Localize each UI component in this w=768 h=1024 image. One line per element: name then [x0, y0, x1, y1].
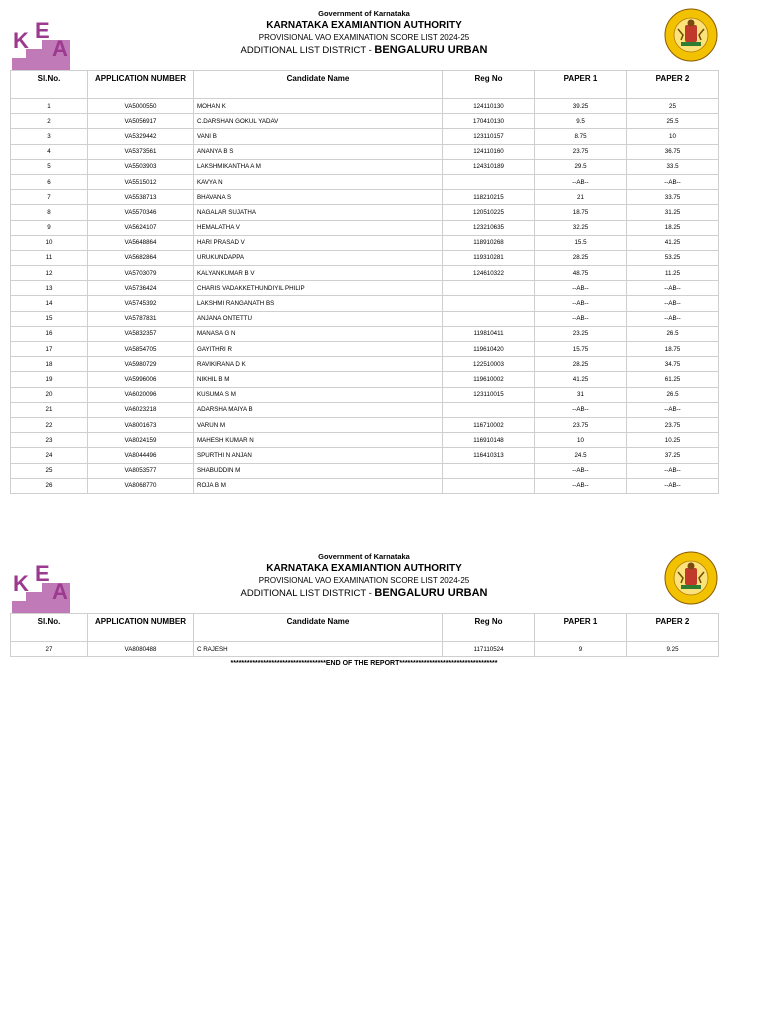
report-page-1: [10, 8, 718, 494]
col-slno-cell: 9: [11, 220, 88, 235]
col-candidate-name-cell: BHAVANA S: [194, 190, 443, 205]
col-application-number-cell: VA6020096: [88, 387, 194, 402]
col-slno-cell: 4: [11, 144, 88, 159]
col-paper-2-cell: 11.25: [627, 266, 719, 281]
col-slno-cell: 6: [11, 174, 88, 189]
col-slno-cell: 18: [11, 357, 88, 372]
table-row: [11, 417, 719, 432]
col-candidate-name-cell: VANI B: [194, 129, 443, 144]
col-reg-no-cell: 118910268: [443, 235, 535, 250]
table-row: [11, 372, 719, 387]
table-row: [11, 326, 719, 341]
col-paper-2-cell: 25: [627, 99, 719, 114]
col-paper-1-cell: 9.5: [535, 114, 627, 129]
col-reg-no-cell: 124610322: [443, 266, 535, 281]
col-paper-2-cell: 18.25: [627, 220, 719, 235]
col-paper-2-cell: 33.5: [627, 159, 719, 174]
col-application-number-cell: VA5980729: [88, 357, 194, 372]
col-candidate-name-cell: ANJANA ONTETTU: [194, 311, 443, 326]
col-candidate-name-cell: GAYITHRI R: [194, 342, 443, 357]
col-candidate-name-header: Candidate Name: [194, 71, 443, 99]
col-candidate-name-cell: SHABUDDIN M: [194, 463, 443, 478]
col-paper-1-cell: --AB--: [535, 281, 627, 296]
district-name: BENGALURU URBAN: [374, 43, 488, 56]
col-application-number-cell: VA8080488: [88, 642, 194, 657]
col-paper-1-cell: --AB--: [535, 311, 627, 326]
kea-letter-k: K: [13, 571, 29, 596]
col-slno-cell: 14: [11, 296, 88, 311]
table-row: [11, 250, 719, 265]
table-row: [11, 266, 719, 281]
col-reg-no-cell: [443, 478, 535, 493]
col-slno-cell: 2: [11, 114, 88, 129]
table-row: [11, 281, 719, 296]
col-paper-1-cell: --AB--: [535, 296, 627, 311]
table-row: [11, 159, 719, 174]
col-paper-2-cell: --AB--: [627, 174, 719, 189]
col-reg-no-cell: 123110157: [443, 129, 535, 144]
header-titles: [10, 551, 718, 599]
col-reg-no-cell: 124110160: [443, 144, 535, 159]
col-slno-cell: 22: [11, 417, 88, 432]
table-row: [11, 220, 719, 235]
col-slno-cell: 27: [11, 642, 88, 657]
col-paper-2-cell: 18.75: [627, 342, 719, 357]
col-paper-1-cell: --AB--: [535, 402, 627, 417]
table-header-row: [11, 614, 719, 642]
col-candidate-name-cell: MAHESH KUMAR N: [194, 433, 443, 448]
col-paper-1-cell: 48.75: [535, 266, 627, 281]
col-slno-cell: 24: [11, 448, 88, 463]
col-application-number-cell: VA5787831: [88, 311, 194, 326]
col-paper-1-cell: 15.75: [535, 342, 627, 357]
col-paper-2-cell: 10.25: [627, 433, 719, 448]
table-row: [11, 190, 719, 205]
table-row: [11, 342, 719, 357]
col-application-number-cell: VA5373561: [88, 144, 194, 159]
list-title: PROVISIONAL VAO EXAMINATION SCORE LIST 2024-25: [258, 575, 470, 585]
col-candidate-name-cell: ANANYA B S: [194, 144, 443, 159]
karnataka-seal-icon: [664, 551, 718, 605]
col-candidate-name-cell: LAKSHMIKANTHA A M: [194, 159, 443, 174]
col-slno-cell: 20: [11, 387, 88, 402]
col-paper-1-cell: 23.75: [535, 144, 627, 159]
col-reg-no-cell: [443, 174, 535, 189]
col-reg-no-cell: 119310281: [443, 250, 535, 265]
col-paper-1-header: PAPER 1: [535, 614, 627, 642]
col-paper-2-cell: 61.25: [627, 372, 719, 387]
col-paper-1-cell: 28.25: [535, 250, 627, 265]
col-candidate-name-cell: MANASA G N: [194, 326, 443, 341]
kea-letter-e: E: [35, 561, 50, 586]
col-paper-2-cell: 53.25: [627, 250, 719, 265]
col-reg-no-cell: 116910148: [443, 433, 535, 448]
district-prefix: ADDITIONAL LIST DISTRICT -: [240, 587, 375, 599]
col-paper-2-cell: 41.25: [627, 235, 719, 250]
col-paper-1-cell: 29.5: [535, 159, 627, 174]
table-row: [11, 402, 719, 417]
col-slno-cell: 12: [11, 266, 88, 281]
authority-title: KARNATAKA EXAMIANTION AUTHORITY: [266, 19, 462, 31]
table-row: [11, 129, 719, 144]
col-paper-2-cell: --AB--: [627, 463, 719, 478]
col-paper-2-cell: --AB--: [627, 311, 719, 326]
col-reg-no-cell: 119810411: [443, 326, 535, 341]
col-slno-cell: 15: [11, 311, 88, 326]
col-paper-2-cell: 9.25: [627, 642, 719, 657]
end-of-report: ***********************************END OF THE REPORT************************************: [230, 660, 498, 668]
table-row: [11, 387, 719, 402]
col-paper-2-cell: 34.75: [627, 357, 719, 372]
col-paper-2-cell: 26.5: [627, 326, 719, 341]
col-reg-no-cell: 119610002: [443, 372, 535, 387]
col-reg-no-cell: 117110524: [443, 642, 535, 657]
col-reg-no-header: Reg No: [443, 614, 535, 642]
col-application-number-cell: VA5570346: [88, 205, 194, 220]
kea-letter-k: K: [13, 28, 29, 53]
col-application-number-cell: VA8001673: [88, 417, 194, 432]
col-candidate-name-cell: KAVYA N: [194, 174, 443, 189]
col-reg-no-cell: [443, 463, 535, 478]
col-candidate-name-cell: ADARSHA MAIYA B: [194, 402, 443, 417]
col-slno-header: Sl.No.: [11, 71, 88, 99]
col-reg-no-cell: [443, 296, 535, 311]
col-reg-no-cell: 119610420: [443, 342, 535, 357]
col-paper-1-cell: --AB--: [535, 478, 627, 493]
district-line: [10, 588, 718, 599]
col-paper-1-cell: 9: [535, 642, 627, 657]
col-application-number-cell: VA8024159: [88, 433, 194, 448]
col-paper-1-cell: 39.25: [535, 99, 627, 114]
district-line: [10, 45, 718, 56]
col-application-number-cell: VA5538713: [88, 190, 194, 205]
col-paper-1-cell: 28.25: [535, 357, 627, 372]
col-paper-2-cell: --AB--: [627, 296, 719, 311]
col-slno-cell: 19: [11, 372, 88, 387]
col-application-number-cell: VA5703079: [88, 266, 194, 281]
col-paper-2-cell: --AB--: [627, 402, 719, 417]
col-paper-2-cell: 37.25: [627, 448, 719, 463]
col-paper-1-cell: 21: [535, 190, 627, 205]
district-name: BENGALURU URBAN: [374, 586, 488, 599]
col-paper-2-cell: 31.25: [627, 205, 719, 220]
district-prefix: ADDITIONAL LIST DISTRICT -: [240, 44, 375, 56]
col-paper-1-cell: 15.5: [535, 235, 627, 250]
col-candidate-name-cell: URUKUNDAPPA: [194, 250, 443, 265]
col-paper-2-cell: --AB--: [627, 281, 719, 296]
col-candidate-name-cell: RAVIKIRANA D K: [194, 357, 443, 372]
col-reg-no-cell: 122510003: [443, 357, 535, 372]
col-candidate-name-cell: C RAJESH: [194, 642, 443, 657]
government-label: Government of Karnataka: [318, 552, 410, 561]
col-candidate-name-cell: MOHAN K: [194, 99, 443, 114]
col-candidate-name-cell: ROJA B M: [194, 478, 443, 493]
col-slno-cell: 13: [11, 281, 88, 296]
col-reg-no-cell: 170410130: [443, 114, 535, 129]
col-paper-1-cell: --AB--: [535, 174, 627, 189]
table-row: [11, 357, 719, 372]
col-paper-1-cell: 31: [535, 387, 627, 402]
report-header: [10, 551, 718, 613]
col-application-number-cell: VA5682864: [88, 250, 194, 265]
col-paper-1-cell: 23.25: [535, 326, 627, 341]
col-reg-no-cell: 118210215: [443, 190, 535, 205]
col-paper-2-cell: 23.75: [627, 417, 719, 432]
col-reg-no-cell: 124110130: [443, 99, 535, 114]
col-application-number-cell: VA5329442: [88, 129, 194, 144]
col-application-number-cell: VA5056917: [88, 114, 194, 129]
col-application-number-header: APPLICATION NUMBER: [88, 614, 194, 642]
col-paper-1-cell: 24.5: [535, 448, 627, 463]
kea-letter-a: A: [52, 36, 68, 61]
col-slno-cell: 5: [11, 159, 88, 174]
government-label: Government of Karnataka: [318, 9, 410, 18]
col-reg-no-cell: 116710002: [443, 417, 535, 432]
col-application-number-cell: VA8044496: [88, 448, 194, 463]
col-paper-1-cell: 18.75: [535, 205, 627, 220]
col-slno-cell: 7: [11, 190, 88, 205]
col-paper-2-cell: 36.75: [627, 144, 719, 159]
col-candidate-name-cell: HEMALATHA V: [194, 220, 443, 235]
table-row: [11, 642, 719, 657]
col-candidate-name-cell: CHARIS VADAKKETHUNDIYIL PHILIP: [194, 281, 443, 296]
col-paper-2-cell: --AB--: [627, 478, 719, 493]
list-title: PROVISIONAL VAO EXAMINATION SCORE LIST 2024-25: [258, 32, 470, 42]
table-row: [11, 463, 719, 478]
col-paper-1-cell: 23.75: [535, 417, 627, 432]
col-reg-no-cell: 120510225: [443, 205, 535, 220]
table-row: [11, 99, 719, 114]
col-slno-cell: 11: [11, 250, 88, 265]
table-row: [11, 433, 719, 448]
col-application-number-cell: VA5996006: [88, 372, 194, 387]
table-row: [11, 205, 719, 220]
col-paper-1-cell: 32.25: [535, 220, 627, 235]
table-row: [11, 174, 719, 189]
col-reg-no-cell: 116410313: [443, 448, 535, 463]
col-slno-cell: 25: [11, 463, 88, 478]
table-row: [11, 235, 719, 250]
col-paper-2-header: PAPER 2: [627, 614, 719, 642]
col-paper-2-cell: 10: [627, 129, 719, 144]
col-paper-2-cell: 25.5: [627, 114, 719, 129]
col-application-number-cell: VA6023218: [88, 402, 194, 417]
col-slno-cell: 17: [11, 342, 88, 357]
col-application-number-header: APPLICATION NUMBER: [88, 71, 194, 99]
col-application-number-cell: VA5854705: [88, 342, 194, 357]
kea-letter-a: A: [52, 579, 68, 604]
col-slno-cell: 23: [11, 433, 88, 448]
col-slno-cell: 10: [11, 235, 88, 250]
col-application-number-cell: VA5745392: [88, 296, 194, 311]
score-table: [10, 613, 719, 657]
col-application-number-cell: VA5503903: [88, 159, 194, 174]
col-application-number-cell: VA5000550: [88, 99, 194, 114]
col-application-number-cell: VA5515012: [88, 174, 194, 189]
col-slno-header: Sl.No.: [11, 614, 88, 642]
col-application-number-cell: VA5648864: [88, 235, 194, 250]
report-page-2: [10, 551, 718, 667]
col-paper-1-cell: 41.25: [535, 372, 627, 387]
col-slno-cell: 26: [11, 478, 88, 493]
col-application-number-cell: VA5624107: [88, 220, 194, 235]
col-candidate-name-cell: HARI PRASAD V: [194, 235, 443, 250]
table-row: [11, 478, 719, 493]
col-reg-no-header: Reg No: [443, 71, 535, 99]
kea-letter-e: E: [35, 18, 50, 43]
col-paper-1-cell: --AB--: [535, 463, 627, 478]
col-paper-2-cell: 26.5: [627, 387, 719, 402]
header-titles: [10, 8, 718, 56]
col-paper-2-cell: 33.75: [627, 190, 719, 205]
col-application-number-cell: VA8053577: [88, 463, 194, 478]
col-slno-cell: 1: [11, 99, 88, 114]
col-candidate-name-cell: LAKSHMI RANGANATH BS: [194, 296, 443, 311]
col-reg-no-cell: [443, 281, 535, 296]
col-application-number-cell: VA5832357: [88, 326, 194, 341]
col-reg-no-cell: 124310189: [443, 159, 535, 174]
table-row: [11, 296, 719, 311]
col-candidate-name-cell: SPURTHI N ANJAN: [194, 448, 443, 463]
col-paper-2-header: PAPER 2: [627, 71, 719, 99]
table-row: [11, 144, 719, 159]
col-paper-1-cell: 8.75: [535, 129, 627, 144]
col-slno-cell: 16: [11, 326, 88, 341]
col-candidate-name-cell: C.DARSHAN GOKUL YADAV: [194, 114, 443, 129]
col-candidate-name-cell: KUSUMA S M: [194, 387, 443, 402]
col-slno-cell: 8: [11, 205, 88, 220]
report-header: [10, 8, 718, 70]
table-header-row: [11, 71, 719, 99]
col-application-number-cell: VA8068770: [88, 478, 194, 493]
table-row: [11, 114, 719, 129]
col-paper-1-cell: 10: [535, 433, 627, 448]
col-candidate-name-cell: KALYANKUMAR B V: [194, 266, 443, 281]
authority-title: KARNATAKA EXAMIANTION AUTHORITY: [266, 562, 462, 574]
col-slno-cell: 21: [11, 402, 88, 417]
col-candidate-name-cell: VARUN M: [194, 417, 443, 432]
col-slno-cell: 3: [11, 129, 88, 144]
col-reg-no-cell: [443, 402, 535, 417]
table-row: [11, 311, 719, 326]
score-table: [10, 70, 719, 494]
col-reg-no-cell: 123110015: [443, 387, 535, 402]
col-reg-no-cell: [443, 311, 535, 326]
karnataka-seal-icon: [664, 8, 718, 62]
col-application-number-cell: VA5736424: [88, 281, 194, 296]
col-candidate-name-cell: NIKHIL B M: [194, 372, 443, 387]
table-row: [11, 448, 719, 463]
col-candidate-name-cell: NAGALAR SUJATHA: [194, 205, 443, 220]
col-reg-no-cell: 123210635: [443, 220, 535, 235]
col-paper-1-header: PAPER 1: [535, 71, 627, 99]
col-candidate-name-header: Candidate Name: [194, 614, 443, 642]
